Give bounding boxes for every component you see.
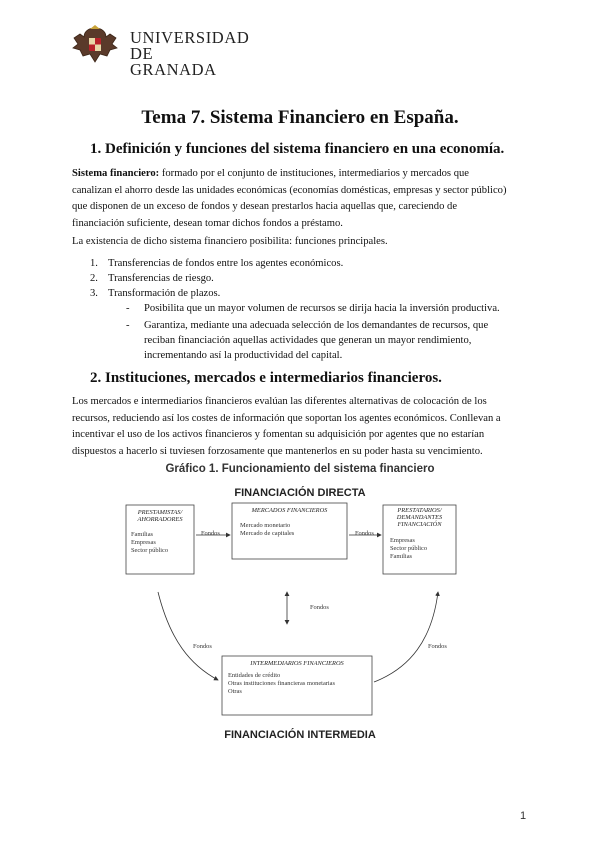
list-item: 2. Transferencias de riesgo. <box>90 273 214 284</box>
figure-bottom-label: FINANCIACIÓN INTERMEDIA <box>224 729 376 741</box>
section-1-heading: 1. Definición y funciones del sistema financiero en una economía. <box>90 141 505 157</box>
arrow-right-label: Fondos <box>355 530 374 537</box>
markets-items: Mercado monetario Mercado de capitales <box>240 522 295 537</box>
list-item: 1. Transferencias de fondos entre los agentes económicos. <box>90 258 344 269</box>
lenders-items: Familias Empresas Sector público <box>131 531 169 554</box>
functions-intro: La existencia de dicho sistema financiero posibilita: funciones principales. <box>72 236 388 247</box>
arrow-center-label: Fondos <box>310 604 329 611</box>
definition-paragraph: Sistema financiero: formado por el conjunto de instituciones, intermediarios y mercados que canalizan el ahorro desde las unidades económicas (economías domésticas, empresas y sector público) que disponen de un exceso de fondos y desean prestarlos hacia aquellas que, careciendo de financiación suficiente, desean tomar dichos fondos a préstamo. <box>72 168 507 229</box>
intermediaries-items: Entidades de crédito Otras instituciones financieras monetarias Otras <box>228 672 336 695</box>
curve-right-label: Fondos <box>428 643 447 650</box>
logo-line-2: DE GRANADA <box>130 44 217 79</box>
section-2-paragraph: Los mercados e intermediarios financieros evalúan las diferentes alternativas de colocación de los recursos, reduciendo así los costes de información que soportan los agentes económicos. Conllevan a incentivar el uso de los activos financieros y fomentan su adquisición por agentes que no estarían dispuestos a hacerlo si tuviesen forzosamente que mantenerlos en su poder hasta su vencimiento. <box>72 396 501 457</box>
curve-left-label: Fondos <box>193 643 212 650</box>
logo-line-1: UNIVERSIDAD <box>130 28 250 47</box>
figure-top-label: FINANCIACIÓN DIRECTA <box>234 487 366 499</box>
borrowers-items: Empresas Sector público Familias <box>390 537 428 560</box>
sub-list-item: - Garantiza, mediante una adecuada selección de los demandantes de recursos, que reciban financiación aquellas actividades que generan un mayor rendimiento, incrementando así la productividad del capital. <box>126 320 489 361</box>
figure-caption: Gráfico 1. Funcionamiento del sistema financiero <box>165 463 435 475</box>
page-title: Tema 7. Sistema Financiero en España. <box>141 107 459 128</box>
definition-term: Sistema financiero: <box>72 168 160 179</box>
page-number: 1 <box>520 810 527 822</box>
section-2-heading: 2. Instituciones, mercados e intermediarios financieros. <box>90 370 442 386</box>
curve-right <box>374 592 438 682</box>
curve-left <box>158 592 218 680</box>
arrow-left-label: Fondos <box>201 530 220 537</box>
list-item: 3. Transformación de plazos. <box>90 288 221 299</box>
sub-list-item: - Posibilita que un mayor volumen de recursos se dirija hacia la inversión productiva. <box>126 303 500 314</box>
